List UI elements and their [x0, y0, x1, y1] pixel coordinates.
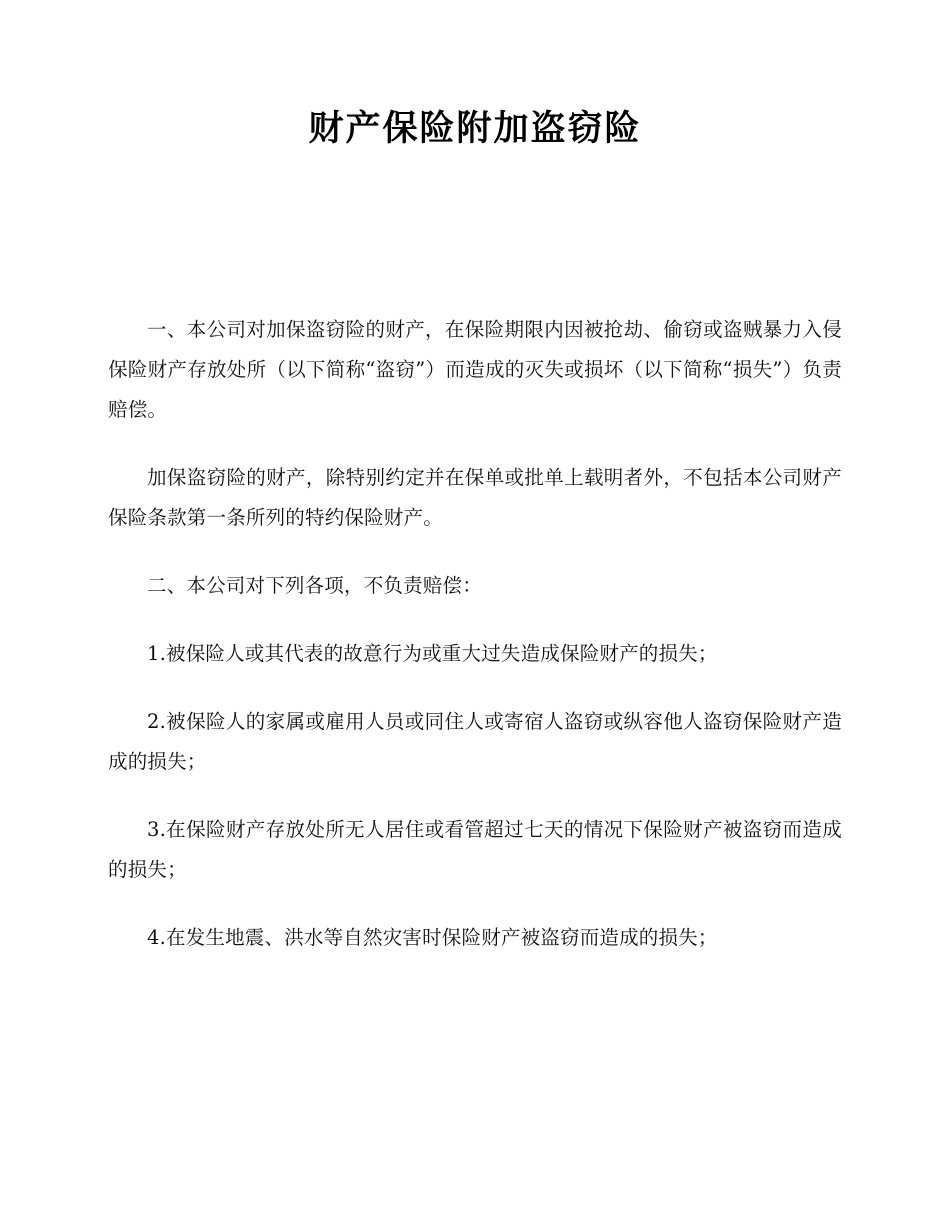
page-title: 财产保险附加盗窃险 [308, 109, 642, 149]
paragraph-2: 加保盗窃险的财产，除特别约定并在保单或批单上载明者外，不包括本公司财产保险条款第一条所列的特约保险财产。 [108, 465, 842, 529]
clause-item-4: 4.在发生地震、洪水等自然灾害时保险财产被盗窃而造成的损失； [147, 925, 718, 949]
clause-item-1: 1.被保险人或其代表的故意行为或重大过失造成保险财产的损失； [147, 641, 718, 665]
document-body [108, 310, 842, 958]
paragraph-1: 一、本公司对加保盗窃险的财产，在保险期限内因被抢劫、偷窃或盗贼暴力入侵保险财产存放处所（以下简称“盗窃”）而造成的灭失或损坏（以下简称“损失”）负责赔偿。 [108, 318, 842, 421]
clause-item-3: 3.在保险财产存放处所无人居住或看管超过七天的情况下保险财产被盗窃而造成的损失； [108, 817, 842, 881]
clause-item-2: 2.被保险人的家属或雇用人员或同住人或寄宿人盗窃或纵容他人盗窃保险财产造成的损失； [108, 709, 842, 773]
paragraph-3: 二、本公司对下列各项，不负责赔偿： [147, 573, 482, 597]
